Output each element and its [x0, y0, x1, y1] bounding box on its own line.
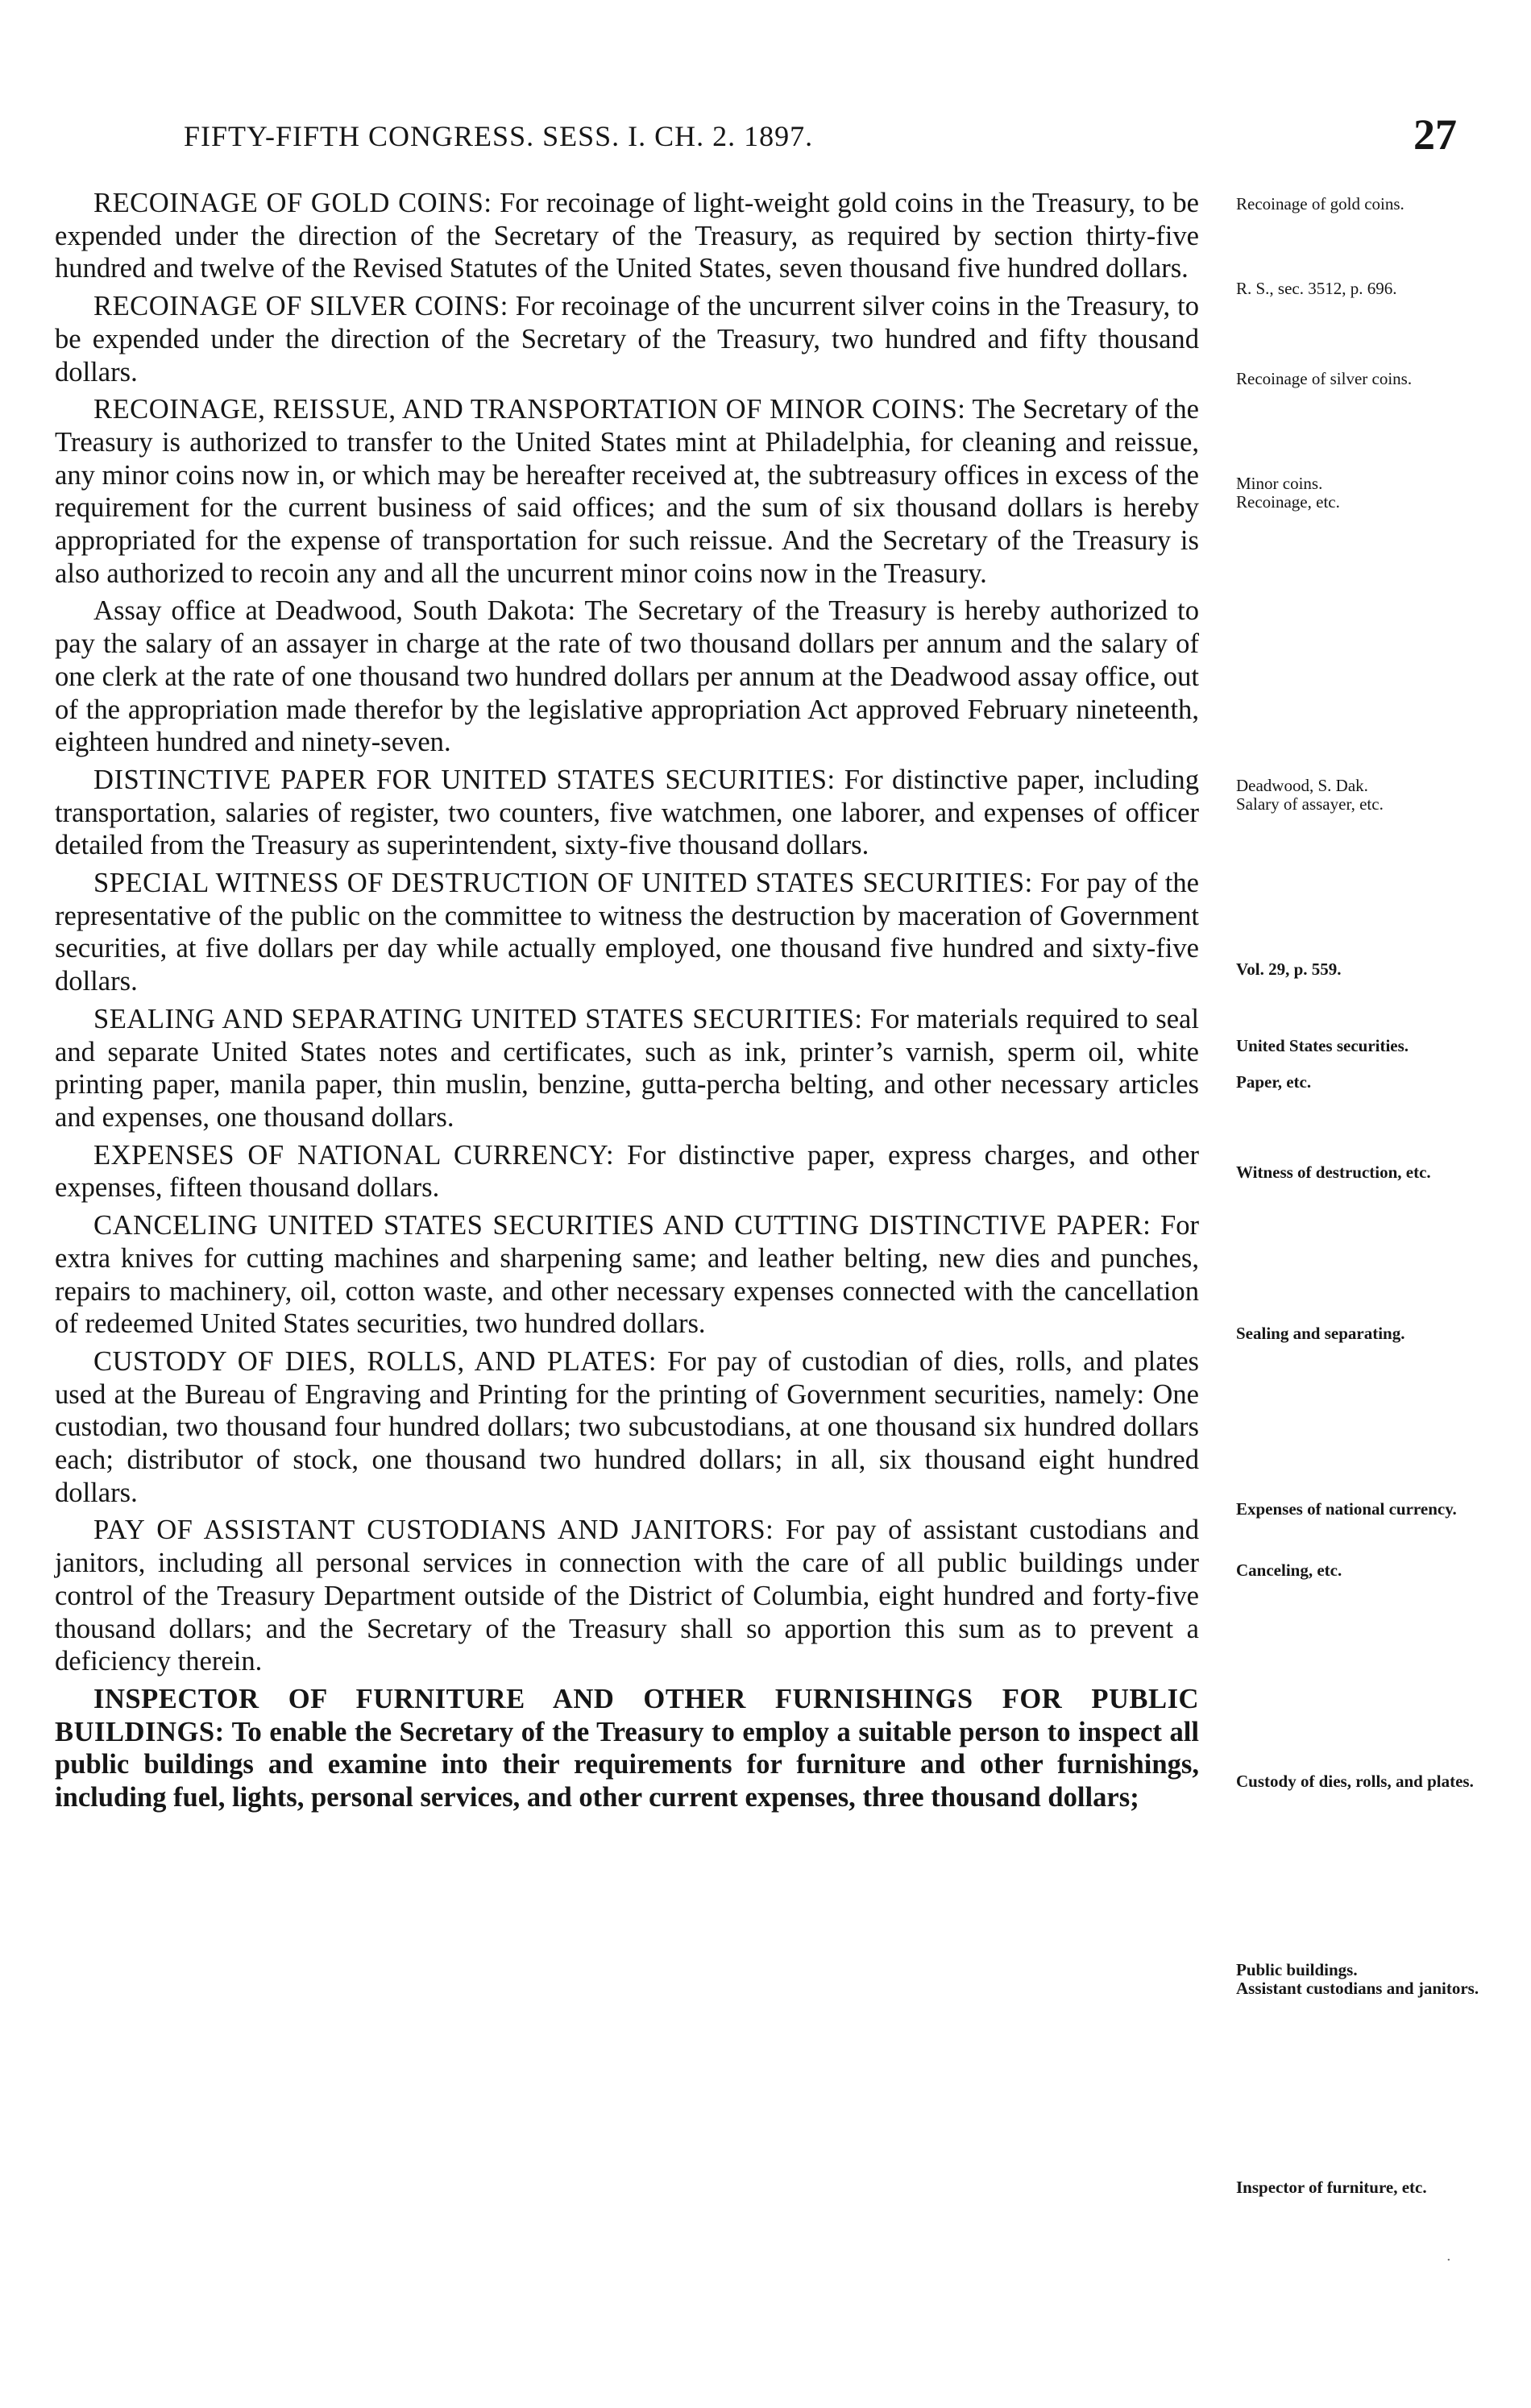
margin-note: Sealing and separating.: [1236, 1324, 1405, 1343]
section-heading: CUSTODY OF DIES, ROLLS, AND PLATES:: [93, 1345, 657, 1377]
section-text: For pay of the representative of the public on the committee to witness the destruction by maceration of Government securities, at five dollars per day while actually employed, one thousand five hundred and sixty-five dollars.: [55, 868, 1199, 997]
margin-note: Recoinage of silver coins.: [1236, 369, 1413, 388]
section-text: For distinctive paper, including transportation, salaries of register, two counters, five watchmen, one laborer, and expenses of officer detailed from the Treasury as superintendent, sixty-five thousand dollars.: [55, 764, 1200, 861]
paragraph-special-witness: [55, 867, 1199, 998]
margin-note: Recoinage of gold coins.: [1236, 194, 1404, 213]
margin-note-citation: R. S., sec. 3512, p. 696.: [1236, 279, 1397, 298]
margin-note: United States securities.: [1236, 1036, 1409, 1055]
paragraph-custody-dies: [55, 1345, 1199, 1510]
section-text: To enable the Secretary of the Treasury to employ a suitable person to inspect all public buildings and examine into their requirements for furniture and other furnishings, including fuel, lights, personal services, and other current expenses, three thousand dollars;: [55, 1716, 1199, 1813]
margin-note: Minor coins.: [1236, 474, 1323, 493]
margin-note: Salary of assayer, etc.: [1236, 794, 1384, 814]
margin-note: Deadwood, S. Dak.: [1236, 776, 1368, 795]
margin-note: Expenses of national currency.: [1236, 1499, 1457, 1519]
paragraph-national-currency: [55, 1139, 1199, 1204]
section-heading: PAY OF ASSISTANT CUSTODIANS AND JANITORS:: [93, 1515, 774, 1546]
section-text: The Secretary of the Treasury is authorized to transfer to the United States mint at Philadelphia, for cleaning and reissue, any minor coins now in, or which may be hereafter received at, the subtreasury offices in excess of the requirement for the current business of said offices; and the sum of six thousand dollars is hereby appropriated for the expense of transportation for such reissue. And the Secretary of the Treasury is also authorized to recoin any and all the uncurrent minor coins now in the Treasury.: [55, 394, 1199, 589]
section-heading: CANCELING UNITED STATES SECURITIES AND CUTTING DISTINCTIVE PAPER:: [93, 1210, 1151, 1241]
print-specks: ·: [1446, 2252, 1451, 2269]
paragraph-minor-coins: [55, 393, 1199, 590]
paragraph-canceling-securities: [55, 1209, 1199, 1341]
paragraph-sealing-separating: [55, 1003, 1199, 1134]
section-heading: SEALING AND SEPARATING UNITED STATES SECURITIES:: [93, 1003, 863, 1034]
section-text: For recoinage of the uncurrent silver coins in the Treasury, to be expended under the direction of the Secretary of the Treasury, two hundred and fifty thousand dollars.: [55, 291, 1199, 388]
margin-note: Canceling, etc.: [1236, 1560, 1342, 1580]
margin-note: Witness of destruction, etc.: [1236, 1163, 1431, 1182]
section-heading: RECOINAGE OF GOLD COINS:: [93, 188, 492, 218]
section-text: For pay of assistant custodians and janitors, including all personal services in connection with the care of all public buildings under control of the Treasury Department outside of the District of Columbia, eight hundred and forty-five thousand dollars; and the Secretary of the Treasury shall so apportion this sum as to prevent a deficiency therein.: [55, 1515, 1199, 1677]
margin-note: Assistant custodians and janitors.: [1236, 1979, 1479, 1998]
paragraph-inspector-furniture: [55, 1683, 1199, 1814]
section-text: For recoinage of light-weight gold coins in the Treasury, to be expended under the direction of the Secretary of the Treasury, as required by section thirty-five hundred and twelve of the Revised Statutes of the United States, seven thousand five hundred dollars.: [55, 188, 1199, 284]
section-heading: RECOINAGE OF SILVER COINS:: [93, 291, 508, 322]
section-text: Assay office at Deadwood, South Dakota: The Secretary of the Treasury is hereby authorized to pay the salary of an assayer in charge at the rate of two thousand dollars per annum and the salary of one clerk at the rate of one thousand two hundred dollars per annum at the Deadwood assay office, out of the appropriation made therefor by the legislative appropriation Act approved February nineteenth, eighteen hundred and ninety-seven.: [55, 595, 1199, 758]
margin-note-citation: Vol. 29, p. 559.: [1236, 959, 1342, 979]
margin-note: Paper, etc.: [1236, 1072, 1312, 1092]
margin-note: Inspector of furniture, etc.: [1236, 2178, 1427, 2197]
paragraph-assistant-custodians: [55, 1514, 1199, 1678]
running-title: FIFTY-FIFTH CONGRESS. SESS. I. CH. 2. 1897.: [184, 120, 814, 152]
section-heading: RECOINAGE, REISSUE, AND TRANSPORTATION OF MINOR COINS:: [93, 394, 966, 425]
section-heading: INSPECTOR OF FURNITURE AND OTHER FURNISHINGS FOR PUBLIC BUILDINGS:: [55, 1683, 1199, 1747]
section-heading: DISTINCTIVE PAPER FOR UNITED STATES SECURITIES:: [93, 764, 836, 795]
section-heading: EXPENSES OF NATIONAL CURRENCY:: [93, 1139, 615, 1171]
paragraph-assay-office: [55, 595, 1199, 759]
paragraph-recoinage-gold: [55, 187, 1199, 285]
margin-note: Recoinage, etc.: [1236, 492, 1340, 512]
margin-note: Custody of dies, rolls, and plates.: [1236, 1772, 1474, 1791]
section-heading: SPECIAL WITNESS OF DESTRUCTION OF UNITED STATES SECURITIES:: [93, 868, 1033, 899]
paragraph-distinctive-paper: [55, 764, 1199, 862]
section-text: For extra knives for cutting machines and sharpening same; and leather belting, new dies and punches, repairs to machinery, oil, cotton waste, and other necessary expenses connected with the cancellation of redeemed United States securities, two hundred dollars.: [55, 1210, 1199, 1340]
running-head: [184, 103, 1457, 168]
section-text: For distinctive paper, express charges, and other expenses, fifteen thousand dollars.: [55, 1139, 1199, 1204]
section-text: For pay of custodian of dies, rolls, and plates used at the Bureau of Engraving and Printing for the printing of Government securities, namely: One custodian, two thousand four hundred dollars; two subcustodians, at one thousand six hundred dollars each; distributor of stock, one thousand two hundred dollars; in all, six thousand eight hundred dollars.: [55, 1345, 1199, 1508]
margin-note: Public buildings.: [1236, 1960, 1358, 1979]
section-text: For materials required to seal and separate United States notes and certificates, such as ink, printer’s varnish, sperm oil, white printing paper, manila paper, thin muslin, benzine, gutta-percha belting, and other necessary articles and expenses, one thousand dollars.: [55, 1003, 1199, 1133]
page-number: 27: [1413, 110, 1457, 159]
paragraph-recoinage-silver: [55, 290, 1199, 388]
statute-text-column: [55, 187, 1199, 1819]
